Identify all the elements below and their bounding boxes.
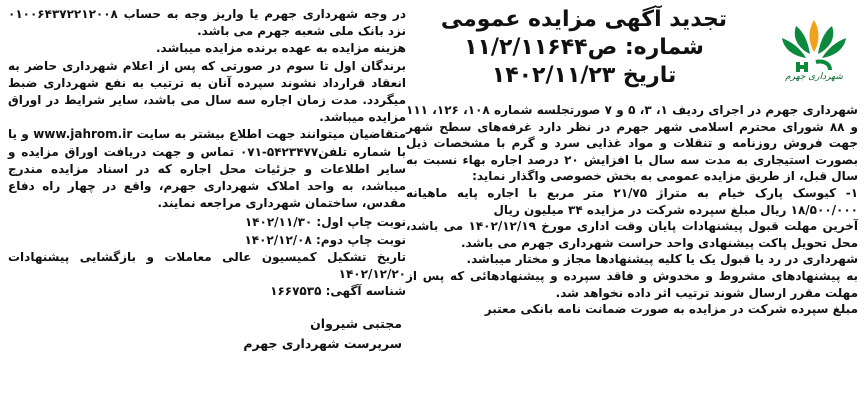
cost-paragraph: هزینه مزایده به عهده برنده مزایده میباشد. [155, 41, 406, 56]
notice-id: شناسه آگهی: ۱۶۶۷۵۳۵ [270, 284, 406, 299]
left-column [8, 6, 406, 414]
intro-paragraph: شهرداری جهرم در اجرای ردیف ۱، ۳، ۵ و ۷ صورتجلسه شماره ۱۰۸، ۱۲۶، ۱۱۱ و ۸۸ شورای محترم اسلامی شهر جهرم در نظر دارد غرفه‌های سطح شهر جهت فروش روزنامه و تنقلات و مواد غذایی سرد و گرم با مشخصات ذیل بصورت استیجاری به مدت سه سال با افزایش ۲۰ درصد اجاره بهاء نسبت به سال قبل، از طریق مزایده عمومی به بخش خصوصی واگذار نماید: [406, 103, 858, 184]
logo-caption: شهرداری جهرم [785, 72, 843, 82]
right-body [406, 102, 858, 318]
account-paragraph: در وجه شهرداری جهرم یا واریز وجه به حساب ۰۱۰۰۶۴۳۷۲۲۱۲۰۰۸ نزد بانک ملی شعبه جهرم می باشد. [8, 7, 406, 39]
notice-number: شماره: ص۱۱/۲/۱۱۶۴۴ [464, 35, 704, 60]
signer-title: سرپرست شهرداری جهرم [243, 336, 402, 352]
notice-header [406, 6, 858, 98]
conditions-paragraph: به پیشنهادهای مشروط و مخدوش و فاقد سپرده و پیشنهادهائی که پس از مهلت مقرر ارسال شوند ترتیب اثر داده نخواهد شد. [406, 268, 858, 300]
notice-title: تجدید آگهی مزایده عمومی [440, 7, 728, 32]
first-print-date: نوبت چاپ اول: ۱۴۰۲/۱۱/۳۰ [244, 215, 406, 230]
signature-block [8, 314, 402, 354]
left-body [8, 6, 406, 300]
title-block [406, 6, 762, 90]
deadline-paragraph: آخرین مهلت قبول پیشنهادات پایان وقت اداری مورخ ۱۴۰۲/۱۲/۱۹ می باشد، محل تحویل پاکت پیشنهادی واحد حراست شهرداری جهرم می باشد. [406, 219, 858, 250]
signer-name: مجتبی شیروان [310, 316, 402, 332]
winners-paragraph: برندگان اول تا سوم در صورتی که پس از اعلام شهرداری حاضر به انعقاد قرارداد نشوند سپرده آنان به ترتیب به نفع شهرداری ضبط میگردد. مدت زمان اجاره سه سال می باشد، سایر شرایط در اوراق مزایده میباشد. [8, 58, 406, 125]
deposit-paragraph: مبلغ سپرده شرکت در مزایده به صورت ضمانت نامه بانکی معتبر [484, 302, 858, 317]
right-column [406, 6, 858, 414]
item-paragraph: ۱- کیوسک پارک خیام به متراژ ۲۱/۷۵ متر مربع با اجاره پایه ماهیانه ۱۸/۵۰۰/۰۰۰ ریال مبلغ سپرده شرکت در مزایده ۳۴ میلیون ریال [406, 185, 859, 217]
commission-date: تاریخ تشکیل کمیسیون عالی معاملات و بازگشایی پیشنهادات ۱۴۰۲/۱۲/۲۰ [8, 249, 406, 282]
contact-paragraph: متقاضیان میتوانند جهت اطلاع بیشتر به سایت www.jahrom.ir و یا با شماره تلفن۵۴۲۳۴۷۷-۰۷۱ تماس و جهت دریافت اوراق مزایده و سایر اطلاعات و جزئیات محل اجاره که در اسناد مزایده مندرج میباشد، به واحد املاک شهرداری جهرم، واقع در چهار راه دفاع مقدس، ساختمان شهرداری مراجعه نمایند. [8, 127, 406, 211]
notice-date: تاریخ ۱۴۰۲/۱۱/۲۳ [491, 63, 677, 88]
second-print-date: نوبت چاپ دوم: ۱۴۰۲/۱۲/۰۸ [244, 232, 406, 247]
rights-paragraph: شهرداری در رد یا قبول یک یا کلیه پیشنهادها مجاز و مختار میباشد. [466, 252, 858, 267]
